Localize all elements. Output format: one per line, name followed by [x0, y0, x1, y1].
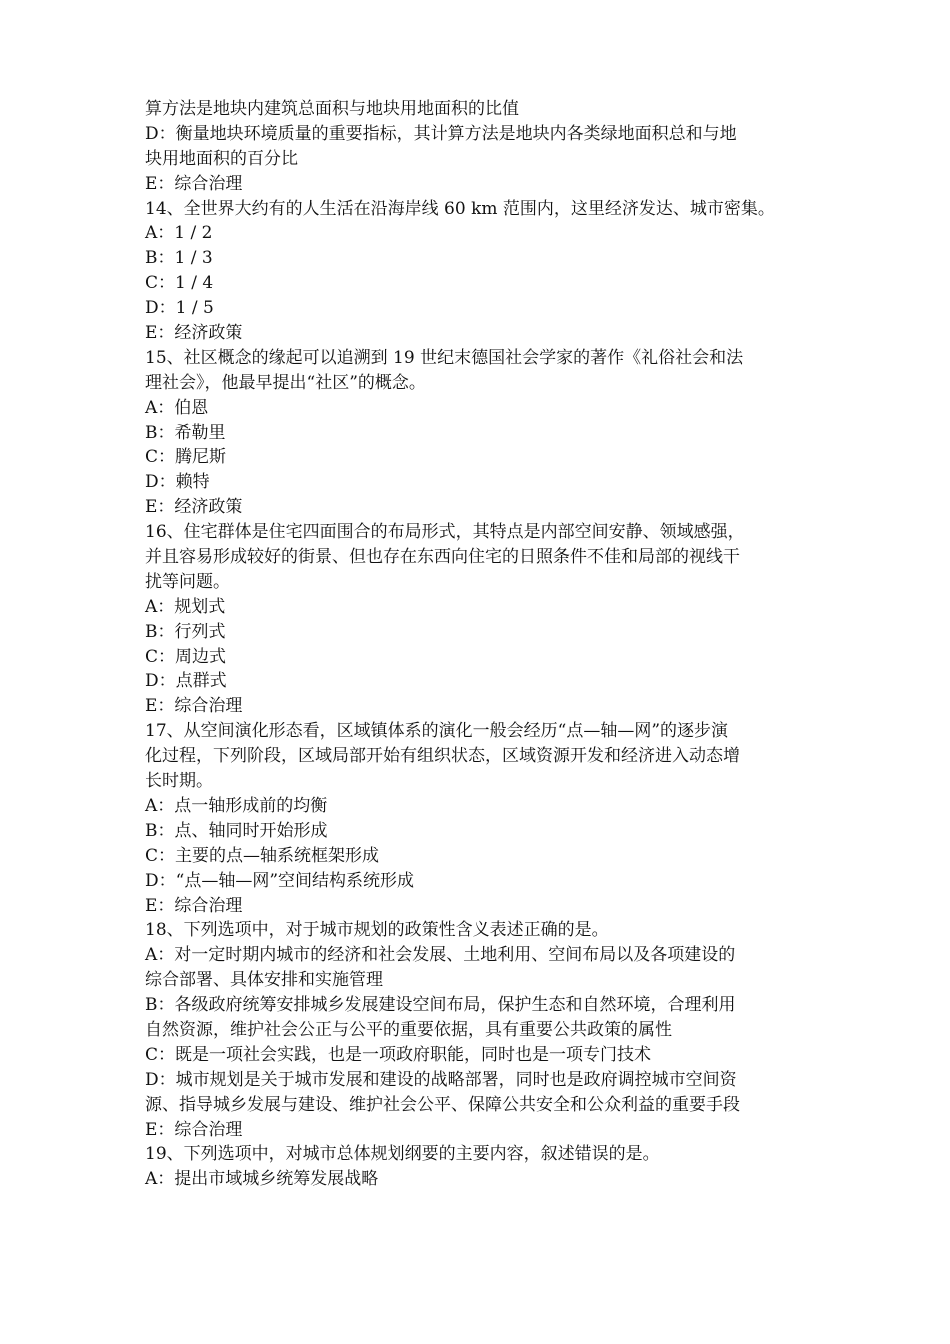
document-page [145, 97, 815, 1192]
text-line: 综合部署、具体安排和实施管理 [145, 970, 383, 991]
option-b: B：1 / 3 [145, 248, 213, 269]
option-e: E：经济政策 [145, 323, 243, 344]
question-15: 15、社区概念的缘起可以追溯到 19 世纪末德国社会学家的著作《礼俗社会和法 [145, 347, 744, 368]
option-b: B：希勒里 [145, 422, 226, 443]
question-17: 17、从空间演化形态看，区域镇体系的演化一般会经历“点—轴—网”的逐步演 [145, 721, 729, 742]
text-line: 并且容易形成较好的街景、但也存在东西向住宅的日照条件不佳和局部的视线干 [145, 547, 740, 568]
option-c: C：主要的点—轴系统框架形成 [145, 845, 380, 866]
option-d: D：点群式 [145, 671, 227, 692]
option-a: A：提出市域城乡统筹发展战略 [145, 1169, 379, 1190]
option-d: D：1 / 5 [145, 298, 214, 319]
question-14: 14、全世界大约有的人生活在沿海岸线 60 km 范围内，这里经济发达、城市密集。 [145, 198, 775, 219]
option-d: D：赖特 [145, 472, 210, 493]
option-c: C：既是一项社会实践，也是一项政府职能，同时也是一项专门技术 [145, 1044, 652, 1065]
option-a: A：伯恩 [145, 397, 209, 418]
option-d: D：衡量地块环境质量的重要指标，其计算方法是地块内各类绿地面积总和与地 [145, 123, 737, 144]
text-line: 化过程，下列阶段，区域局部开始有组织状态，区域资源开发和经济进入动态增 [145, 746, 740, 767]
option-a: A：规划式 [145, 596, 226, 617]
option-c: C：腾尼斯 [145, 447, 227, 468]
text-line: 理社会》，他最早提出“社区”的概念。 [145, 372, 426, 393]
text-line: 自然资源，维护社会公正与公平的重要依据，具有重要公共政策的属性 [145, 1019, 672, 1040]
option-c: C：1 / 4 [145, 273, 214, 294]
option-d: D：城市规划是关于城市发展和建设的战略部署，同时也是政府调控城市空间资 [145, 1069, 737, 1090]
option-b: B：行列式 [145, 621, 226, 642]
option-e: E：综合治理 [145, 1119, 243, 1140]
text-line: 长时期。 [145, 771, 213, 792]
question-19: 19、下列选项中，对城市总体规划纲要的主要内容，叙述错误的是。 [145, 1144, 660, 1165]
text-line: 块用地面积的百分比 [145, 148, 298, 169]
option-e: E：经济政策 [145, 497, 243, 518]
text-line: 算方法是地块内建筑总面积与地块用地面积的比值 [145, 99, 519, 119]
option-b: B：各级政府统筹安排城乡发展建设空间布局，保护生态和自然环境，合理利用 [145, 995, 736, 1016]
text-line: 源、指导城乡发展与建设、维护社会公平、保障公共安全和公众利益的重要手段 [145, 1094, 740, 1115]
question-18: 18、下列选项中，对于城市规划的政策性含义表述正确的是。 [145, 920, 609, 941]
text-line: 扰等问题。 [145, 571, 230, 592]
option-a: A：点一轴形成前的均衡 [145, 795, 328, 816]
option-d: D：“点—轴—网”空间结构系统形成 [145, 870, 415, 891]
option-e: E：综合治理 [145, 173, 243, 194]
option-a: A：对一定时期内城市的经济和社会发展、土地利用、空间布局以及各项建设的 [145, 945, 736, 966]
question-16: 16、住宅群体是住宅四面围合的布局形式，其特点是内部空间安静、领域感强， [145, 522, 745, 543]
option-e: E：综合治理 [145, 696, 243, 717]
option-e: E：综合治理 [145, 895, 243, 916]
option-c: C：周边式 [145, 646, 227, 667]
option-b: B：点、轴同时开始形成 [145, 820, 328, 841]
option-a: A：1 / 2 [145, 223, 213, 244]
